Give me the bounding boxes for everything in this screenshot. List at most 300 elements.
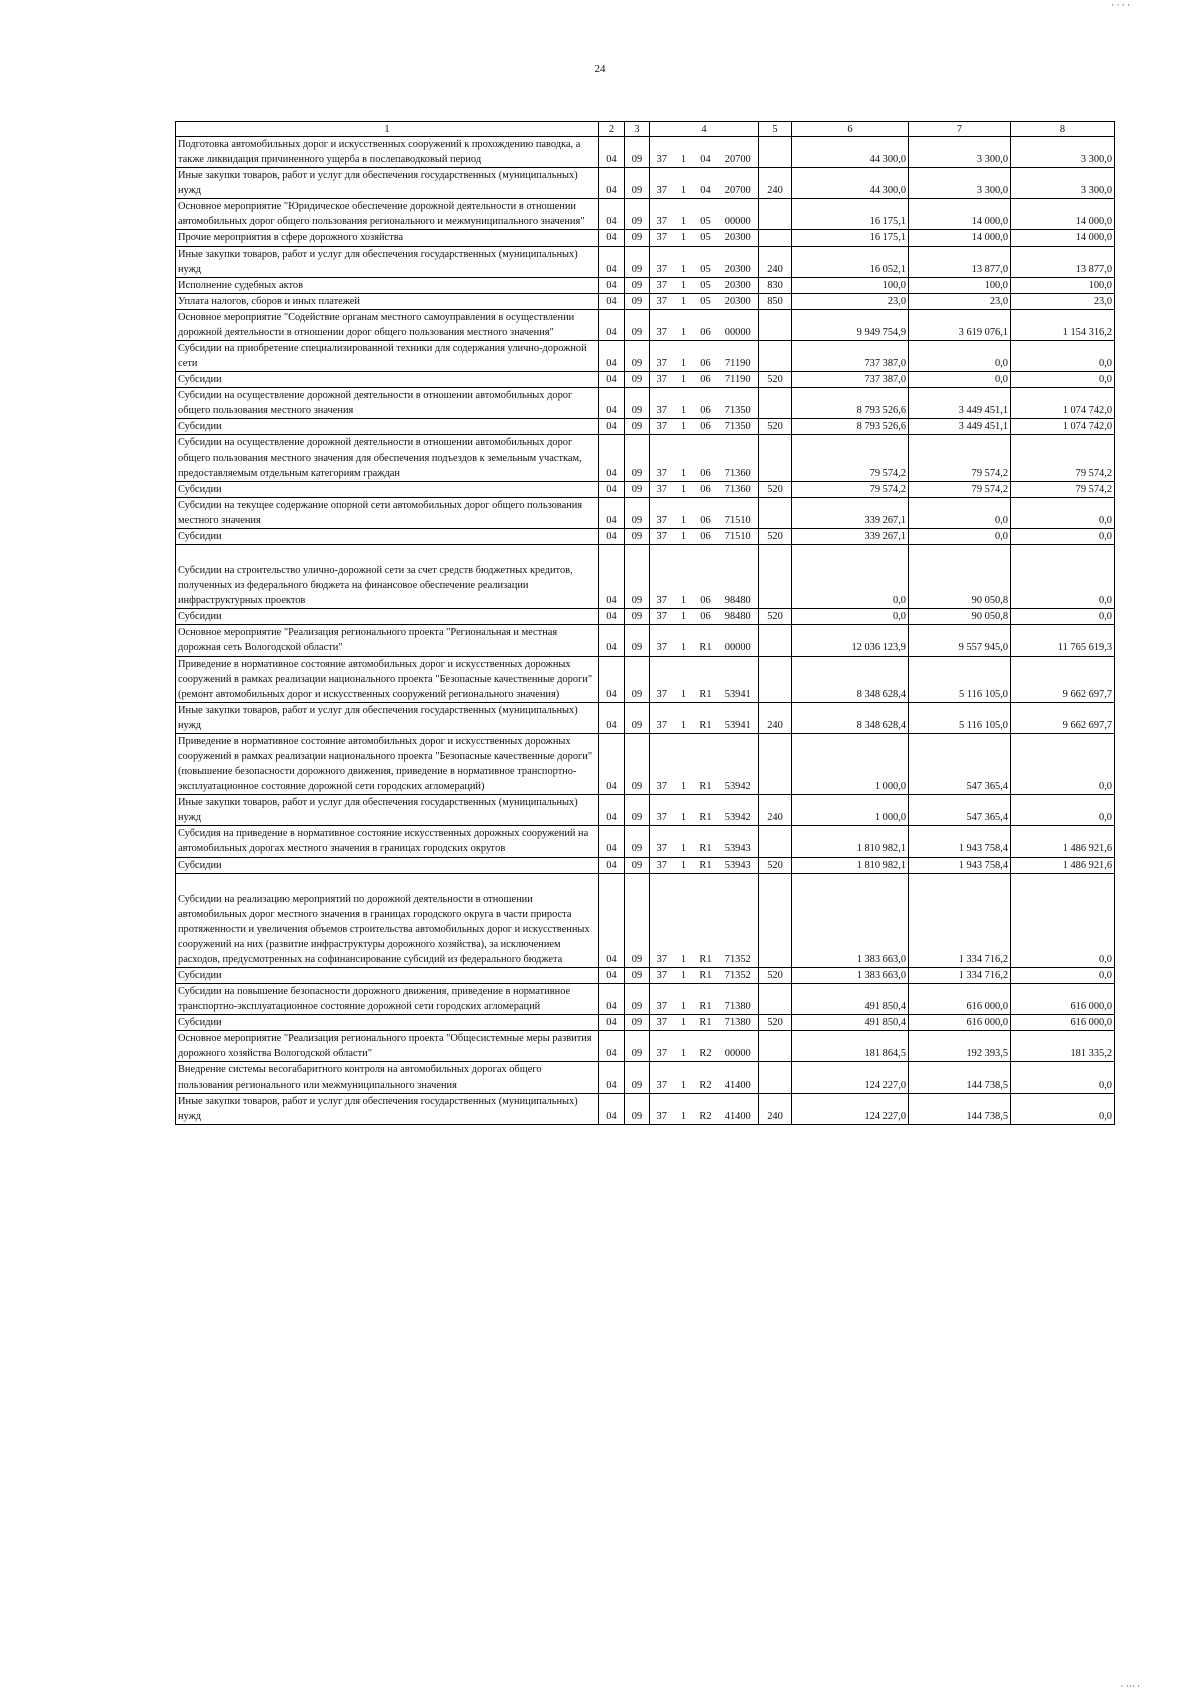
- code-razdel: 04: [599, 293, 625, 309]
- code-subprogram: 1: [674, 137, 694, 168]
- code-direction: 53943: [718, 826, 759, 857]
- table-row: [176, 199, 1115, 230]
- code-program: 37: [650, 625, 674, 656]
- value-col-8: 23,0: [1011, 293, 1115, 309]
- row-name: Иные закупки товаров, работ и услуг для обеспечения государственных (муниципальных) нужд: [176, 246, 599, 277]
- code-expense-type: [759, 1062, 792, 1093]
- value-col-6: 491 850,4: [792, 1015, 909, 1031]
- code-podrazdel: 09: [625, 199, 650, 230]
- code-subprogram: 1: [674, 1031, 694, 1062]
- code-razdel: 04: [599, 545, 625, 609]
- code-direction: 00000: [718, 309, 759, 340]
- value-col-6: 8 348 628,4: [792, 656, 909, 702]
- value-col-7: 547 365,4: [909, 795, 1011, 826]
- code-direction: 41400: [718, 1062, 759, 1093]
- row-name: Основное мероприятие "Содействие органам местного самоуправления в осуществлении дорожной деятельности в отношении дорог общего пользования местного значения": [176, 309, 599, 340]
- table-row: [176, 826, 1115, 857]
- code-expense-type: 520: [759, 857, 792, 873]
- value-col-8: 0,0: [1011, 545, 1115, 609]
- code-program: 37: [650, 609, 674, 625]
- value-col-6: 0,0: [792, 609, 909, 625]
- code-program: 37: [650, 1031, 674, 1062]
- code-subprogram: 1: [674, 656, 694, 702]
- code-event: 06: [694, 609, 718, 625]
- value-col-8: 0,0: [1011, 528, 1115, 544]
- value-col-6: 44 300,0: [792, 137, 909, 168]
- table-header-row: [176, 122, 1115, 137]
- value-col-6: 0,0: [792, 545, 909, 609]
- table-row: [176, 388, 1115, 419]
- code-expense-type: [759, 435, 792, 481]
- code-expense-type: 830: [759, 277, 792, 293]
- code-event: 06: [694, 372, 718, 388]
- code-podrazdel: 09: [625, 388, 650, 419]
- code-podrazdel: 09: [625, 873, 650, 967]
- code-subprogram: 1: [674, 497, 694, 528]
- value-col-6: 124 227,0: [792, 1062, 909, 1093]
- code-event: R1: [694, 984, 718, 1015]
- row-name: Субсидии: [176, 857, 599, 873]
- code-event: R1: [694, 1015, 718, 1031]
- value-col-8: 79 574,2: [1011, 481, 1115, 497]
- value-col-8: 0,0: [1011, 341, 1115, 372]
- table-row: [176, 277, 1115, 293]
- code-podrazdel: 09: [625, 528, 650, 544]
- code-podrazdel: 09: [625, 984, 650, 1015]
- value-col-7: 3 619 076,1: [909, 309, 1011, 340]
- table-row: [176, 656, 1115, 702]
- code-razdel: 04: [599, 656, 625, 702]
- code-razdel: 04: [599, 733, 625, 794]
- code-event: 06: [694, 309, 718, 340]
- code-subprogram: 1: [674, 246, 694, 277]
- code-event: 05: [694, 277, 718, 293]
- code-razdel: 04: [599, 309, 625, 340]
- value-col-8: 616 000,0: [1011, 1015, 1115, 1031]
- code-podrazdel: 09: [625, 309, 650, 340]
- value-col-7: 5 116 105,0: [909, 656, 1011, 702]
- code-event: R1: [694, 826, 718, 857]
- value-col-8: 1 074 742,0: [1011, 388, 1115, 419]
- value-col-8: 14 000,0: [1011, 230, 1115, 246]
- code-program: 37: [650, 545, 674, 609]
- value-col-6: 9 949 754,9: [792, 309, 909, 340]
- code-program: 37: [650, 857, 674, 873]
- code-event: 06: [694, 545, 718, 609]
- value-col-6: 491 850,4: [792, 984, 909, 1015]
- code-expense-type: 240: [759, 246, 792, 277]
- code-subprogram: 1: [674, 702, 694, 733]
- code-program: 37: [650, 388, 674, 419]
- value-col-6: 23,0: [792, 293, 909, 309]
- code-program: 37: [650, 137, 674, 168]
- code-razdel: 04: [599, 277, 625, 293]
- code-razdel: 04: [599, 1093, 625, 1124]
- code-program: 37: [650, 1015, 674, 1031]
- table-row: [176, 1031, 1115, 1062]
- header-col-4: 4: [650, 122, 759, 137]
- code-expense-type: [759, 230, 792, 246]
- code-razdel: 04: [599, 481, 625, 497]
- code-subprogram: 1: [674, 277, 694, 293]
- row-name: Субсидии: [176, 481, 599, 497]
- code-subprogram: 1: [674, 435, 694, 481]
- row-name: Приведение в нормативное состояние автомобильных дорог и искусственных дорожных сооружений в рамках реализации национального проекта "Безопасные качественные дороги" (ремонт автомобильных дорог и искусственных сооружений регионального значения): [176, 656, 599, 702]
- code-razdel: 04: [599, 435, 625, 481]
- value-col-8: 11 765 619,3: [1011, 625, 1115, 656]
- code-podrazdel: 09: [625, 372, 650, 388]
- code-direction: 71352: [718, 967, 759, 983]
- value-col-7: 1 943 758,4: [909, 826, 1011, 857]
- page-number: 24: [594, 63, 606, 75]
- code-subprogram: 1: [674, 388, 694, 419]
- table-row: [176, 481, 1115, 497]
- code-podrazdel: 09: [625, 277, 650, 293]
- code-direction: 98480: [718, 545, 759, 609]
- value-col-7: 0,0: [909, 528, 1011, 544]
- code-razdel: 04: [599, 419, 625, 435]
- code-podrazdel: 09: [625, 826, 650, 857]
- code-direction: 71360: [718, 435, 759, 481]
- value-col-7: 3 300,0: [909, 168, 1011, 199]
- value-col-6: 16 052,1: [792, 246, 909, 277]
- row-name: Субсидии: [176, 419, 599, 435]
- row-name: Прочие мероприятия в сфере дорожного хозяйства: [176, 230, 599, 246]
- code-event: R1: [694, 625, 718, 656]
- code-razdel: 04: [599, 497, 625, 528]
- code-program: 37: [650, 293, 674, 309]
- value-col-6: 8 793 526,6: [792, 419, 909, 435]
- code-podrazdel: 09: [625, 419, 650, 435]
- code-podrazdel: 09: [625, 481, 650, 497]
- code-program: 37: [650, 528, 674, 544]
- value-col-7: 192 393,5: [909, 1031, 1011, 1062]
- scan-mark-top-right: · · · ·: [1111, 0, 1130, 10]
- code-subprogram: 1: [674, 528, 694, 544]
- code-direction: 00000: [718, 1031, 759, 1062]
- value-col-7: 13 877,0: [909, 246, 1011, 277]
- value-col-8: 9 662 697,7: [1011, 656, 1115, 702]
- code-podrazdel: 09: [625, 137, 650, 168]
- table-row: [176, 857, 1115, 873]
- code-subprogram: 1: [674, 1062, 694, 1093]
- value-col-8: 181 335,2: [1011, 1031, 1115, 1062]
- value-col-6: 1 000,0: [792, 795, 909, 826]
- code-expense-type: [759, 733, 792, 794]
- value-col-6: 79 574,2: [792, 481, 909, 497]
- code-event: R2: [694, 1062, 718, 1093]
- code-event: 05: [694, 199, 718, 230]
- code-event: 04: [694, 137, 718, 168]
- code-podrazdel: 09: [625, 609, 650, 625]
- code-direction: 71380: [718, 984, 759, 1015]
- code-expense-type: [759, 656, 792, 702]
- code-subprogram: 1: [674, 984, 694, 1015]
- row-name: Субсидии: [176, 967, 599, 983]
- code-event: 05: [694, 293, 718, 309]
- value-col-8: 0,0: [1011, 967, 1115, 983]
- value-col-6: 44 300,0: [792, 168, 909, 199]
- value-col-6: 339 267,1: [792, 528, 909, 544]
- table-row: [176, 528, 1115, 544]
- code-expense-type: 520: [759, 609, 792, 625]
- code-podrazdel: 09: [625, 733, 650, 794]
- code-expense-type: 520: [759, 1015, 792, 1031]
- code-expense-type: 850: [759, 293, 792, 309]
- table-row: [176, 702, 1115, 733]
- code-direction: 20300: [718, 246, 759, 277]
- value-col-8: 0,0: [1011, 1093, 1115, 1124]
- value-col-6: 737 387,0: [792, 372, 909, 388]
- value-col-6: 8 348 628,4: [792, 702, 909, 733]
- table-row: [176, 246, 1115, 277]
- table-row: [176, 625, 1115, 656]
- code-event: 06: [694, 341, 718, 372]
- code-podrazdel: 09: [625, 545, 650, 609]
- code-event: R1: [694, 656, 718, 702]
- budget-table: [175, 121, 1115, 1125]
- code-program: 37: [650, 168, 674, 199]
- value-col-7: 616 000,0: [909, 984, 1011, 1015]
- value-col-7: 1 334 716,2: [909, 967, 1011, 983]
- row-name: Субсидии на текущее содержание опорной сети автомобильных дорог общего пользования местного значения: [176, 497, 599, 528]
- code-expense-type: 520: [759, 967, 792, 983]
- row-name: Субсидии на строительство улично-дорожной сети за счет средств бюджетных кредитов, полученных из федерального бюджета на финансовое обеспечение реализации инфраструктурных проектов: [176, 545, 599, 609]
- code-event: 06: [694, 528, 718, 544]
- value-col-6: 181 864,5: [792, 1031, 909, 1062]
- value-col-7: 14 000,0: [909, 230, 1011, 246]
- row-name: Субсидии: [176, 528, 599, 544]
- code-program: 37: [650, 419, 674, 435]
- code-subprogram: 1: [674, 1093, 694, 1124]
- code-direction: 71380: [718, 1015, 759, 1031]
- code-event: R1: [694, 733, 718, 794]
- table-row: [176, 137, 1115, 168]
- code-direction: 20300: [718, 277, 759, 293]
- value-col-7: 547 365,4: [909, 733, 1011, 794]
- code-program: 37: [650, 967, 674, 983]
- row-name: Иные закупки товаров, работ и услуг для обеспечения государственных (муниципальных) нужд: [176, 168, 599, 199]
- code-razdel: 04: [599, 528, 625, 544]
- code-direction: 53942: [718, 795, 759, 826]
- value-col-6: 1 383 663,0: [792, 967, 909, 983]
- value-col-8: 1 486 921,6: [1011, 857, 1115, 873]
- row-name: Субсидии: [176, 372, 599, 388]
- code-expense-type: 520: [759, 372, 792, 388]
- code-event: 06: [694, 435, 718, 481]
- code-subprogram: 1: [674, 293, 694, 309]
- code-podrazdel: 09: [625, 1015, 650, 1031]
- code-podrazdel: 09: [625, 967, 650, 983]
- code-expense-type: [759, 199, 792, 230]
- code-subprogram: 1: [674, 341, 694, 372]
- table-row: [176, 168, 1115, 199]
- value-col-7: 0,0: [909, 372, 1011, 388]
- code-program: 37: [650, 702, 674, 733]
- code-subprogram: 1: [674, 873, 694, 967]
- value-col-8: 3 300,0: [1011, 168, 1115, 199]
- value-col-8: 616 000,0: [1011, 984, 1115, 1015]
- code-program: 37: [650, 309, 674, 340]
- code-expense-type: [759, 1031, 792, 1062]
- code-program: 37: [650, 873, 674, 967]
- code-razdel: 04: [599, 826, 625, 857]
- code-event: R1: [694, 795, 718, 826]
- table-row: [176, 372, 1115, 388]
- row-name: Иные закупки товаров, работ и услуг для обеспечения государственных (муниципальных) нужд: [176, 702, 599, 733]
- code-subprogram: 1: [674, 372, 694, 388]
- code-podrazdel: 09: [625, 795, 650, 826]
- code-razdel: 04: [599, 341, 625, 372]
- code-program: 37: [650, 435, 674, 481]
- code-razdel: 04: [599, 857, 625, 873]
- value-col-6: 16 175,1: [792, 230, 909, 246]
- value-col-8: 3 300,0: [1011, 137, 1115, 168]
- value-col-6: 100,0: [792, 277, 909, 293]
- value-col-7: 23,0: [909, 293, 1011, 309]
- code-podrazdel: 09: [625, 1031, 650, 1062]
- row-name: Подготовка автомобильных дорог и искусственных сооружений к прохождению паводка, а также ликвидация причиненного ущерба в послепаводковый период: [176, 137, 599, 168]
- row-name: Основное мероприятие "Реализация регионального проекта "Общесистемные меры развития дорожного хозяйства Вологодской области": [176, 1031, 599, 1062]
- value-col-7: 0,0: [909, 341, 1011, 372]
- row-name: Субсидии на реализацию мероприятий по дорожной деятельности в отношении автомобильных дорог местного значения в границах городского округа в части прироста протяженности и увеличения объемов строительства автомобильных дорог и искусственных сооружений на них (развитие инфраструктуры дорожного хозяйства), за исключением расходов, предусмотренных на софинансирование субсидий из федерального бюджета: [176, 873, 599, 967]
- code-direction: 20300: [718, 230, 759, 246]
- code-direction: 00000: [718, 625, 759, 656]
- code-subprogram: 1: [674, 625, 694, 656]
- code-event: R2: [694, 1093, 718, 1124]
- code-podrazdel: 09: [625, 168, 650, 199]
- table-row: [176, 309, 1115, 340]
- row-name: Субсидии на осуществление дорожной деятельности в отношении автомобильных дорог общего пользования местного значения: [176, 388, 599, 419]
- value-col-8: 9 662 697,7: [1011, 702, 1115, 733]
- code-expense-type: 240: [759, 702, 792, 733]
- value-col-7: 90 050,8: [909, 545, 1011, 609]
- table-row: [176, 341, 1115, 372]
- code-razdel: 04: [599, 137, 625, 168]
- code-direction: 41400: [718, 1093, 759, 1124]
- code-expense-type: [759, 309, 792, 340]
- code-event: 06: [694, 419, 718, 435]
- code-podrazdel: 09: [625, 857, 650, 873]
- value-col-8: 79 574,2: [1011, 435, 1115, 481]
- code-podrazdel: 09: [625, 1062, 650, 1093]
- header-col-2: 2: [599, 122, 625, 137]
- code-program: 37: [650, 481, 674, 497]
- code-program: 37: [650, 733, 674, 794]
- code-razdel: 04: [599, 609, 625, 625]
- row-name: Уплата налогов, сборов и иных платежей: [176, 293, 599, 309]
- code-podrazdel: 09: [625, 497, 650, 528]
- code-program: 37: [650, 246, 674, 277]
- value-col-7: 100,0: [909, 277, 1011, 293]
- value-col-7: 79 574,2: [909, 435, 1011, 481]
- code-event: 06: [694, 481, 718, 497]
- code-expense-type: [759, 873, 792, 967]
- table-row: [176, 1015, 1115, 1031]
- code-subprogram: 1: [674, 419, 694, 435]
- row-name: Внедрение системы весогабаритного контроля на автомобильных дорогах общего пользования регионального или межмуниципального значения: [176, 1062, 599, 1093]
- value-col-7: 616 000,0: [909, 1015, 1011, 1031]
- table-row: [176, 230, 1115, 246]
- code-subprogram: 1: [674, 230, 694, 246]
- value-col-7: 5 116 105,0: [909, 702, 1011, 733]
- table-row: [176, 984, 1115, 1015]
- code-razdel: 04: [599, 168, 625, 199]
- table-row: [176, 1062, 1115, 1093]
- value-col-7: 144 738,5: [909, 1093, 1011, 1124]
- code-razdel: 04: [599, 1062, 625, 1093]
- code-subprogram: 1: [674, 609, 694, 625]
- row-name: Приведение в нормативное состояние автомобильных дорог и искусственных дорожных сооружений в рамках реализации национального проекта "Безопасные качественные дороги" (повышение безопасности дорожного движения, приведение в нормативное транспортно-эксплуатационное состояние дорожной сети городских агломераций): [176, 733, 599, 794]
- row-name: Основное мероприятие "Реализация регионального проекта "Региональная и местная дорожная сеть Вологодской области": [176, 625, 599, 656]
- table-row: [176, 1093, 1115, 1124]
- row-name: Субсидия на приведение в нормативное состояние искусственных дорожных сооружений на автомобильных дорогах местного значения в границах городских округов: [176, 826, 599, 857]
- value-col-7: 1 943 758,4: [909, 857, 1011, 873]
- code-razdel: 04: [599, 246, 625, 277]
- code-program: 37: [650, 1093, 674, 1124]
- code-expense-type: [759, 341, 792, 372]
- table-row: [176, 435, 1115, 481]
- code-program: 37: [650, 984, 674, 1015]
- value-col-6: 1 810 982,1: [792, 857, 909, 873]
- value-col-6: 8 793 526,6: [792, 388, 909, 419]
- code-program: 37: [650, 795, 674, 826]
- value-col-7: 0,0: [909, 497, 1011, 528]
- header-col-8: 8: [1011, 122, 1115, 137]
- code-program: 37: [650, 230, 674, 246]
- code-expense-type: 520: [759, 528, 792, 544]
- value-col-7: 144 738,5: [909, 1062, 1011, 1093]
- table-row: [176, 609, 1115, 625]
- code-direction: 00000: [718, 199, 759, 230]
- code-razdel: 04: [599, 795, 625, 826]
- value-col-6: 1 810 982,1: [792, 826, 909, 857]
- code-subprogram: 1: [674, 733, 694, 794]
- code-program: 37: [650, 199, 674, 230]
- header-col-5: 5: [759, 122, 792, 137]
- code-expense-type: 240: [759, 795, 792, 826]
- code-subprogram: 1: [674, 545, 694, 609]
- value-col-6: 124 227,0: [792, 1093, 909, 1124]
- code-razdel: 04: [599, 967, 625, 983]
- code-direction: 98480: [718, 609, 759, 625]
- code-program: 37: [650, 277, 674, 293]
- code-subprogram: 1: [674, 481, 694, 497]
- code-direction: 53942: [718, 733, 759, 794]
- value-col-8: 0,0: [1011, 497, 1115, 528]
- code-program: 37: [650, 656, 674, 702]
- row-name: Субсидии: [176, 609, 599, 625]
- code-expense-type: [759, 497, 792, 528]
- code-event: R1: [694, 967, 718, 983]
- value-col-6: 1 000,0: [792, 733, 909, 794]
- code-razdel: 04: [599, 388, 625, 419]
- header-col-1: 1: [176, 122, 599, 137]
- row-name: Основное мероприятие "Юридическое обеспечение дорожной деятельности в отношении автомобильных дорог общего пользования регионального и межмуниципального значения": [176, 199, 599, 230]
- table-row: [176, 873, 1115, 967]
- code-expense-type: 240: [759, 1093, 792, 1124]
- code-direction: 71510: [718, 528, 759, 544]
- value-col-8: 0,0: [1011, 795, 1115, 826]
- code-direction: 53941: [718, 656, 759, 702]
- table-row: [176, 733, 1115, 794]
- value-col-7: 3 449 451,1: [909, 419, 1011, 435]
- code-event: R1: [694, 857, 718, 873]
- code-razdel: 04: [599, 625, 625, 656]
- table-row: [176, 293, 1115, 309]
- code-event: R2: [694, 1031, 718, 1062]
- code-subprogram: 1: [674, 309, 694, 340]
